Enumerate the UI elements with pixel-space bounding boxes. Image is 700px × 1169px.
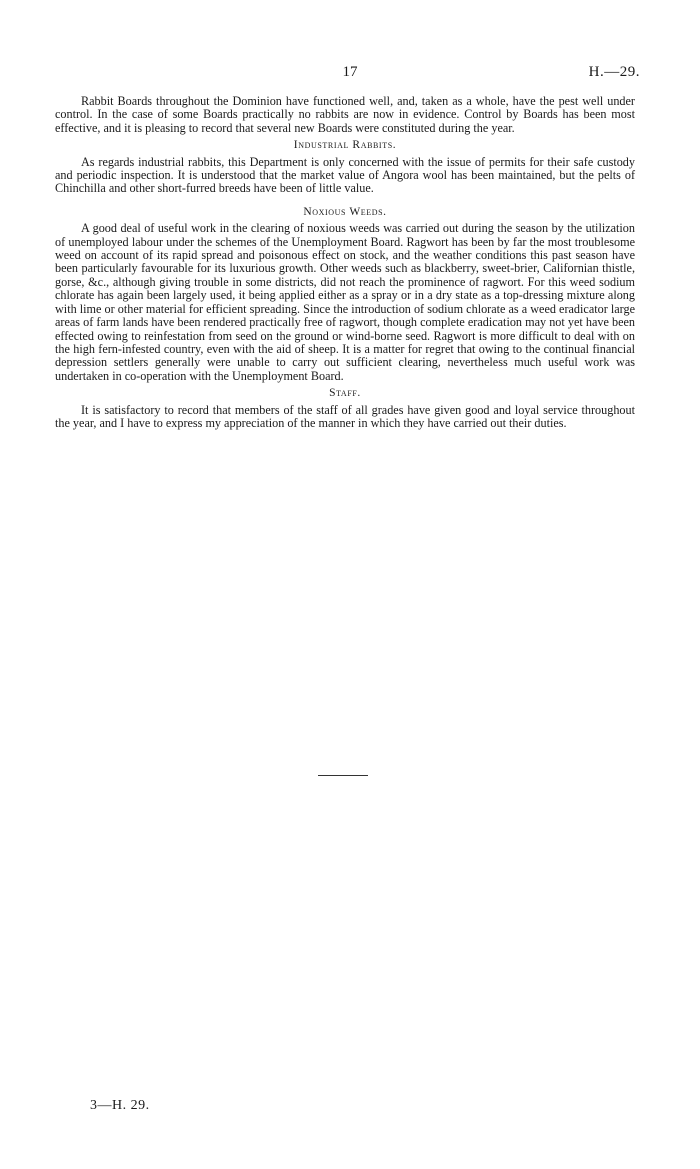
rabbit-boards-paragraph: Rabbit Boards throughout the Dominion have functioned well, and, taken as a whole, have the pest well under control. In the case of some Boards practically no rabbits are now in evidence. Control by Boards has been most effective, and it is pleasing to record that several new Boards were constituted during the year.	[55, 94, 635, 135]
noxious-weeds-heading: Noxious Weeds.	[303, 205, 387, 218]
staff-paragraph: It is satisfactory to record that members of the staff of all grades have given good and loyal service throughout the year, and I have to express my appreciation of the manner in which they have carried out their duties.	[55, 402, 635, 430]
staff-heading: Staff.	[329, 387, 361, 400]
footer-signature-reference: 3—H. 29.	[90, 1098, 150, 1113]
noxious-weeds-paragraph: A good deal of useful work in the clearing of noxious weeds was carried out during the season by the utilization of unemployed labour under the schemes of the Unemployment Board. Ragwort has been by far the most troublesome weed on account of its rapid spread and poisonous effect on stock, and the weather conditions this past season have been particularly favourable for its luxurious growth. Other weeds such as blackberry, sweet-brier, Californian thistle, gorse, &c., although giving trouble in some districts, did not reach the prominence of ragwort. For this weed sodium chlorate has again been largely used, it being applied either as a spray or in a dry state as a top-dressing mixture along with lime or other material for efficient spreading. Since the introduction of sodium chlorate as a weed eradicator large areas of farm lands have been rendered practically free of ragwort, though complete eradication may not yet have been effected owing to reinfestation from seed on the ground or wind-borne seed. Ragwort is more difficult to deal with on the high fern-infested country, even with the aid of sheep. It is a matter for regret that owing to the continual financial depression settlers generally were unable to carry out sufficient clearing, nevertheless much useful work was undertaken in co-operation with the Unemployment Board.	[55, 221, 635, 383]
section-end-rule	[318, 775, 368, 776]
industrial-rabbits-paragraph: As regards industrial rabbits, this Department is only concerned with the issue of permits for their safe custody and periodic inspection. It is understood that the market value of Angora wool has been maintained, but the pelts of Chinchilla and other short-furred breeds have been of little value.	[55, 154, 635, 196]
page-number: 17	[342, 64, 358, 80]
page-body	[55, 95, 635, 430]
industrial-rabbits-heading: Industrial Rabbits.	[293, 139, 397, 152]
document-reference: H.—29.	[588, 64, 640, 80]
